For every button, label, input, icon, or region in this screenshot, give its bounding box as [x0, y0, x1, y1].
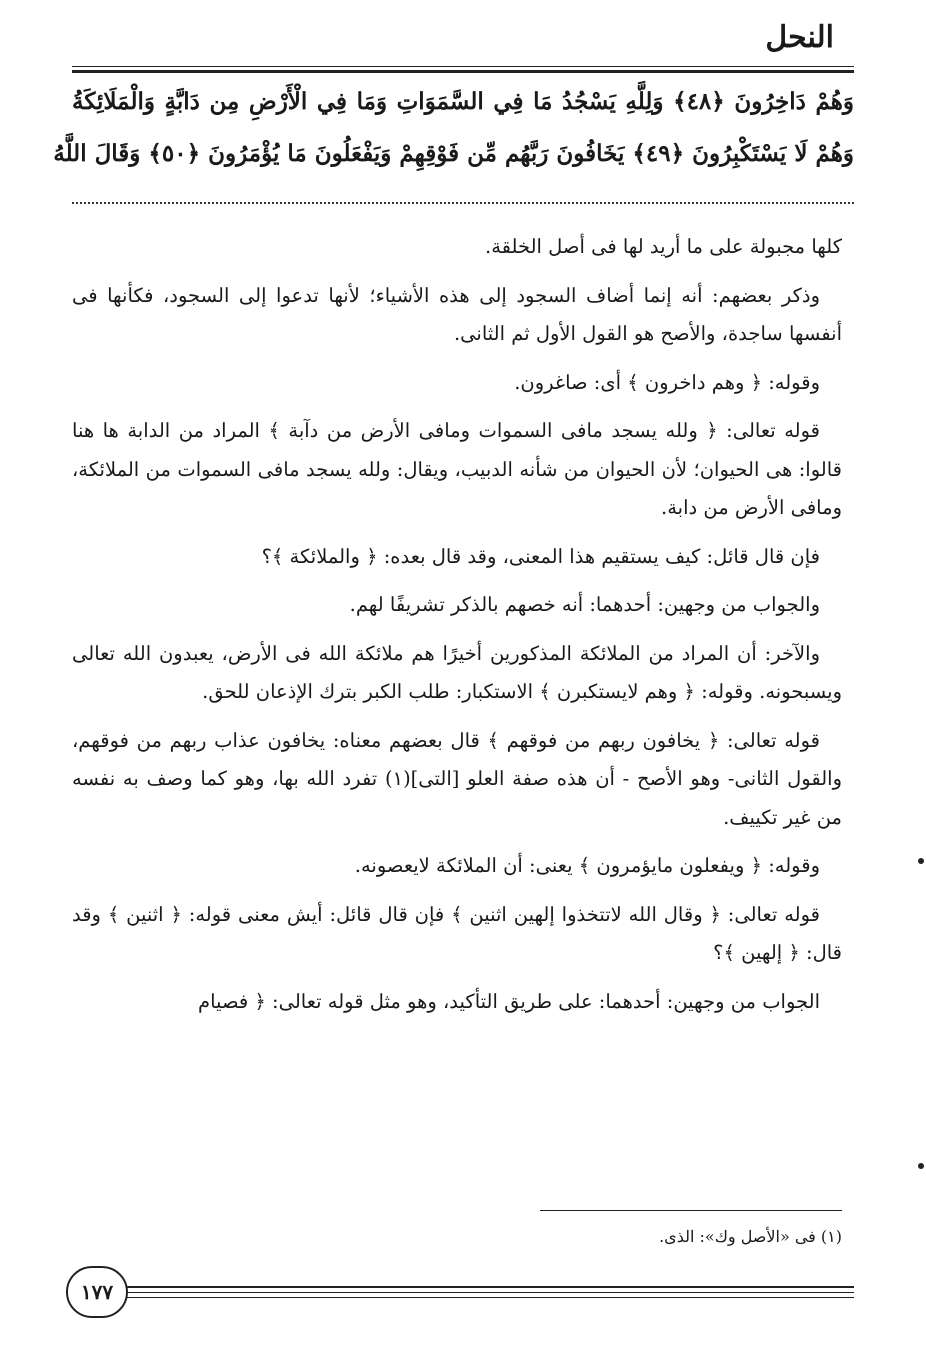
margin-mark: [918, 858, 924, 864]
paragraph-text: وذكر بعضهم: أنه إنما أضاف السجود إلى هذه الأشياء؛ لأنها تدعوا إلى السجود، فكأنها فى أنفسها ساجدة، والأصح هو القول الأول ثم الثانى.: [72, 283, 842, 345]
page-number: ١٧٧: [66, 1266, 128, 1318]
paragraph: [72, 277, 842, 354]
footer-rule: [118, 1292, 854, 1293]
paragraph: [72, 635, 842, 712]
paragraph: [72, 896, 842, 973]
paragraph: [72, 412, 842, 528]
paragraph: [72, 722, 842, 838]
paragraph-text: والآخر: أن المراد من الملائكة المذكورين أخيرًا هم ملائكة الله فى الأرض، يعبدون الله تعالى ويسبحونه. وقوله: ﴿ وهم لايستكبرن ﴾ الاستكبار: طلب الكبر بترك الإذعان للحق.: [72, 641, 842, 703]
footer-rule: [118, 1297, 854, 1298]
body-text: [72, 228, 842, 1031]
paragraph: [72, 586, 842, 625]
paragraph-text: كلها مجبولة على ما أريد لها فى أصل الخلقة.: [485, 235, 842, 258]
paragraph: [72, 228, 842, 267]
footer-rule: [118, 1286, 854, 1288]
paragraph: [72, 847, 842, 886]
quran-verses: [53, 76, 854, 186]
quran-line: وَهُمْ لَا يَسْتَكْبِرُونَ ﴿٤٩﴾ يَخَافُونَ رَبَّهُم مِّن فَوْقِهِمْ وَيَفْعَلُونَ مَا يُؤْمَرُونَ ﴿٥٠﴾ وَقَالَ اللَّهُ: [53, 140, 854, 167]
dotted-divider: [72, 202, 854, 204]
footnote: (١) فى «الأصل وك»: الذى.: [659, 1227, 842, 1246]
paragraph-text: قوله تعالى: ﴿ يخافون ربهم من فوقهم ﴾ قال بعضهم معناه: يخافون عذاب ربهم من فوقهم، والقول الثانى- وهو الأصح - أن هذه صفة العلو [التى](١) تفرد الله بها، وهو كما وصف به نفسه من غير تكييف.: [72, 728, 842, 829]
paragraph-text: الجواب من وجهين: أحدهما: على طريق التأكيد، وهو مثل قوله تعالى: ﴿ فصيام: [198, 989, 820, 1013]
footnote-rule: [540, 1210, 842, 1211]
paragraph-text: وقوله: ﴿ وهم داخرون ﴾ أى: صاغرون.: [514, 370, 820, 394]
header-rule: [72, 66, 854, 67]
paragraph: [72, 538, 842, 577]
paragraph: [72, 983, 842, 1022]
surah-title: النحل: [765, 20, 834, 55]
quran-line: وَهُمْ دَاخِرُونَ ﴿٤٨﴾ وَلِلَّهِ يَسْجُدُ مَا فِي السَّمَوَاتِ وَمَا فِي الْأَرْضِ مِن دَابَّةٍ وَالْمَلَائِكَةُ: [72, 88, 854, 115]
paragraph-text: والجواب من وجهين: أحدهما: أنه خصهم بالذكر تشريفًا لهم.: [349, 593, 820, 616]
paragraph-text: قوله تعالى: ﴿ وقال الله لاتتخذوا إلهين اثنين ﴾ فإن قال قائل: أيش معنى قوله: ﴿ اثنين ﴾ وقد قال: ﴿ إلهين ﴾؟: [72, 902, 842, 964]
margin-mark: [918, 1163, 924, 1169]
paragraph-text: وقوله: ﴿ ويفعلون مايؤمرون ﴾ يعنى: أن الملائكة لايعصونه.: [354, 854, 820, 877]
paragraph: [72, 364, 842, 403]
paragraph-text: قوله تعالى: ﴿ ولله يسجد مافى السموات ومافى الأرض من دآبة ﴾ المراد من الدابة ها هنا قالوا: هى الحيوان؛ لأن الحيوان من شأنه الدبيب، ويقال: ولله يسجد مافى السموات من الملائكة، ومافى الأرض من دابة.: [72, 419, 842, 519]
header-rule-thick: [72, 70, 854, 73]
paragraph-text: فإن قال قائل: كيف يستقيم هذا المعنى، وقد قال بعده: ﴿ والملائكة ﴾؟: [261, 544, 820, 568]
